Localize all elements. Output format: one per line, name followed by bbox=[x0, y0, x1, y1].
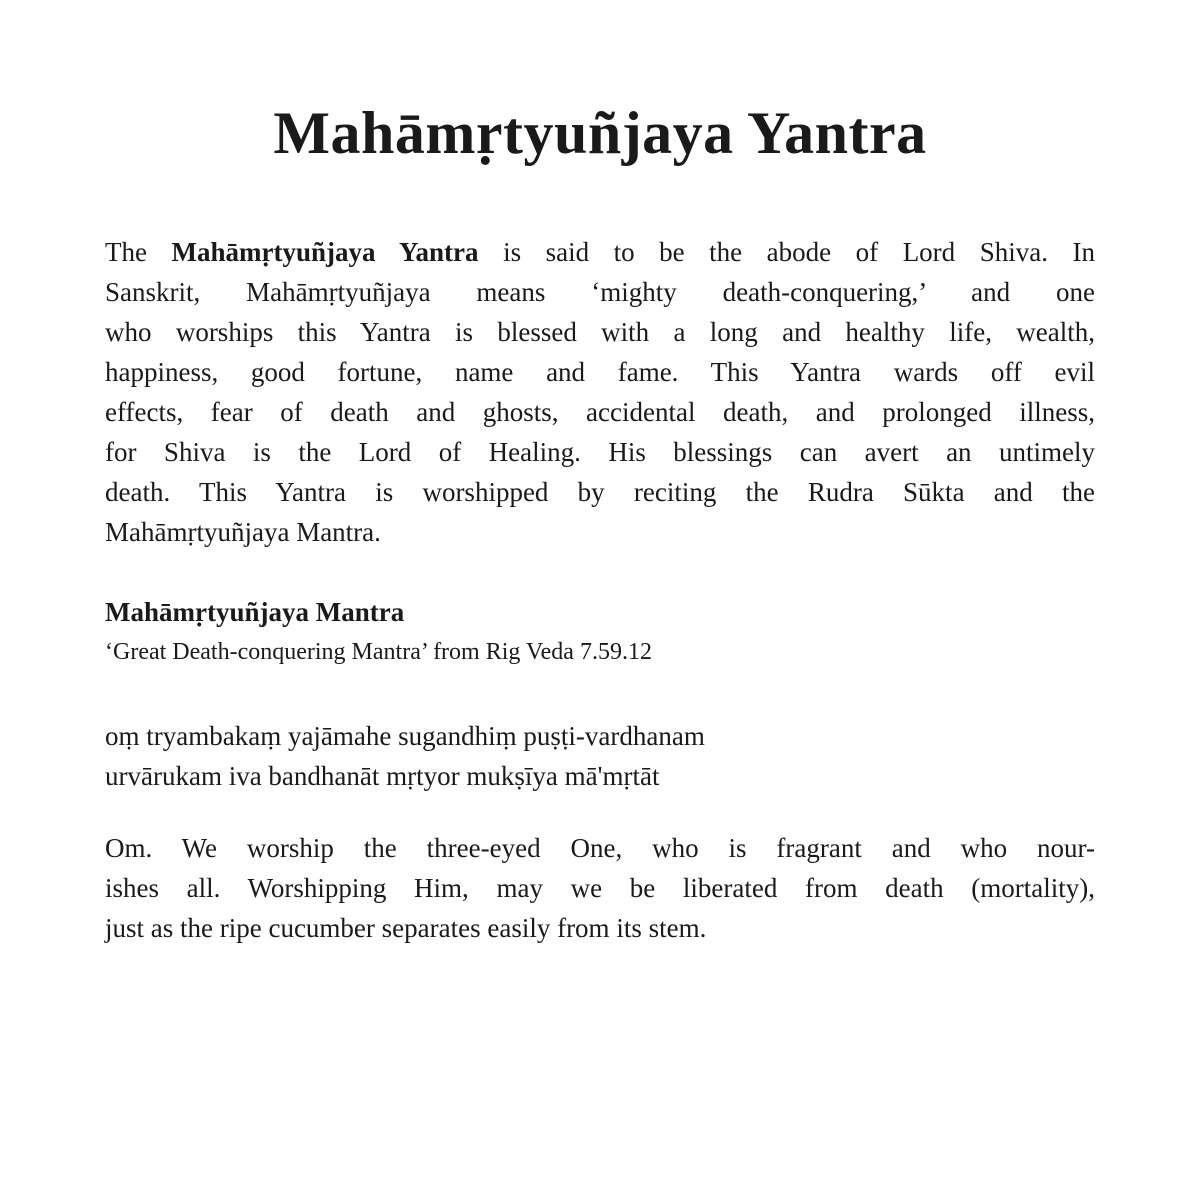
intro-line: for Shiva is the Lord of Healing. His blessings can avert an untimely bbox=[105, 437, 1095, 467]
intro-line: who worships this Yantra is blessed with a long and healthy life, wealth, bbox=[105, 317, 1095, 347]
translation-line-last: just as the ripe cucumber separates easily from its stem. bbox=[105, 913, 707, 943]
translation-paragraph bbox=[105, 828, 1095, 948]
page-title: Mahāmṛtyuñjaya Yantra bbox=[273, 100, 927, 166]
intro-line-last: Mahāmṛtyuñjaya Mantra. bbox=[105, 517, 381, 547]
translation-line: ishes all. Worshipping Him, may we be liberated from death (mortality), bbox=[105, 873, 1095, 903]
mantra-line: urvārukam iva bandhanāt mṛtyor mukṣīya mā'mṛtāt bbox=[105, 761, 660, 791]
intro-line-pre: The bbox=[105, 237, 147, 267]
intro-line: effects, fear of death and ghosts, accidental death, and prolonged illness, bbox=[105, 397, 1095, 427]
intro-paragraph bbox=[105, 232, 1095, 552]
mantra-line: oṃ tryambakaṃ yajāmahe sugandhiṃ puṣṭi-vardhanam bbox=[105, 721, 705, 751]
translation-line: Om. We worship the three-eyed One, who is fragrant and who nour- bbox=[105, 833, 1095, 863]
mantra-verse bbox=[105, 716, 1095, 796]
mantra-subheading: ‘Great Death-conquering Mantra’ from Rig Veda 7.59.12 bbox=[105, 639, 652, 665]
intro-line-bold-term: Mahāmṛtyuñjaya Yantra bbox=[171, 237, 479, 267]
mantra-heading: Mahāmṛtyuñjaya Mantra bbox=[105, 597, 405, 627]
intro-line-post: is said to be the abode of Lord Shiva. In bbox=[503, 237, 1095, 267]
intro-line: happiness, good fortune, name and fame. This Yantra wards off evil bbox=[105, 357, 1095, 387]
page-content bbox=[105, 232, 1095, 948]
intro-line: Sanskrit, Mahāmṛtyuñjaya means ‘mighty death-conquering,’ and one bbox=[105, 277, 1095, 307]
intro-line: death. This Yantra is worshipped by reciting the Rudra Sūkta and the bbox=[105, 477, 1095, 507]
intro-line bbox=[105, 232, 1095, 272]
mantra-section bbox=[105, 592, 1095, 796]
